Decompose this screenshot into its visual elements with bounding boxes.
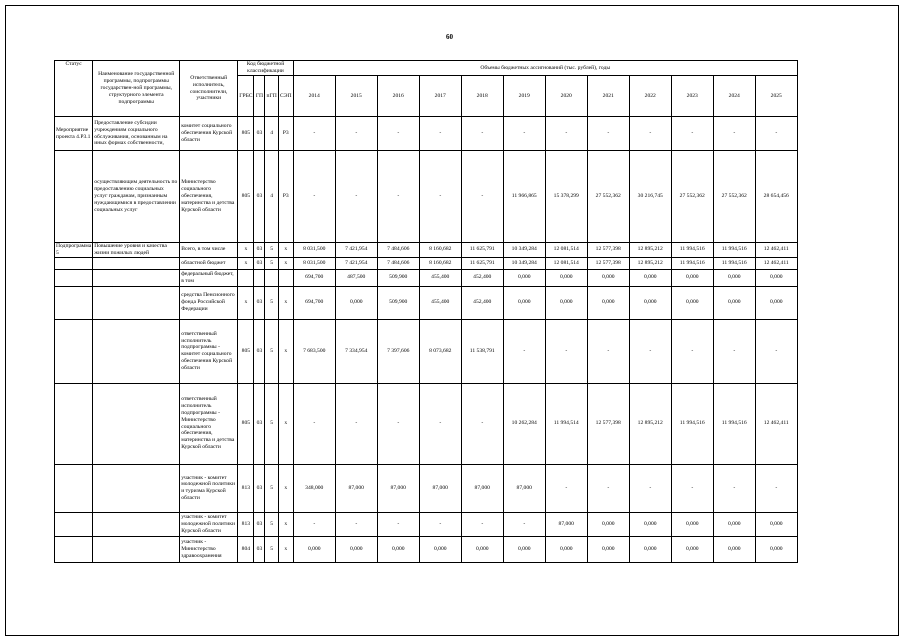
code-cell: 4 [265, 151, 278, 243]
value-cell: - [335, 151, 377, 243]
status-cell [55, 257, 93, 269]
header-year: 2021 [587, 76, 629, 117]
status-cell [55, 464, 93, 512]
value-cell: 0,000 [461, 536, 503, 562]
value-cell: 0,000 [545, 269, 587, 286]
name-cell [93, 286, 180, 319]
value-cell: 15 378,299 [545, 151, 587, 243]
code-cell: х [278, 257, 293, 269]
value-cell: 0,000 [419, 536, 461, 562]
header-year: 2014 [293, 76, 335, 117]
code-cell: 03 [254, 319, 265, 383]
code-cell: 813 [238, 464, 254, 512]
value-cell: 0,000 [587, 286, 629, 319]
table-row [55, 383, 798, 464]
value-cell: 0,000 [713, 269, 755, 286]
value-cell: 452,400 [461, 269, 503, 286]
value-cell: 8 031,500 [293, 257, 335, 269]
value-cell: - [503, 512, 545, 536]
value-cell: 11 994,516 [671, 383, 713, 464]
value-cell: 11 994,516 [713, 257, 755, 269]
name-cell: осуществляющим деятельность по предоставлению социальных услуг гражданам, признанным нуждающимися в предоставлении социальных услуг [93, 151, 180, 243]
value-cell: - [629, 464, 671, 512]
value-cell: 0,000 [377, 536, 419, 562]
code-cell: 805 [238, 117, 254, 151]
value-cell: 0,000 [629, 536, 671, 562]
value-cell: - [545, 319, 587, 383]
header-executor: Ответственный исполнитель, соисполнители, участники [180, 61, 238, 117]
status-cell [55, 319, 93, 383]
table-row [55, 243, 798, 258]
value-cell: 12 577,398 [587, 383, 629, 464]
value-cell: 11 994,516 [671, 257, 713, 269]
value-cell: 87,000 [377, 464, 419, 512]
code-cell: х [278, 319, 293, 383]
value-cell: 87,000 [419, 464, 461, 512]
value-cell: - [755, 464, 797, 512]
value-cell: 0,000 [755, 269, 797, 286]
header-code: ГРБС [238, 76, 254, 117]
executor-cell: ответственный исполнитель подпрограммы - комитет социального обеспечения Курской области [180, 319, 238, 383]
header-name: Наименование государственной программы, подпрограммы государствен-ной программы, структурного элемента подпрограммы [93, 61, 180, 117]
status-cell [55, 512, 93, 536]
status-cell: Мероприятие проекта 4.Р3.1 [55, 117, 93, 151]
executor-cell: комитет социального обеспечения Курской области [180, 117, 238, 151]
table-row [55, 286, 798, 319]
value-cell: 12 462,411 [755, 383, 797, 464]
code-cell: х [238, 243, 254, 258]
value-cell: 0,000 [755, 286, 797, 319]
header-year: 2020 [545, 76, 587, 117]
value-cell: 8 160,682 [419, 243, 461, 258]
value-cell: 452,400 [461, 286, 503, 319]
executor-cell: участник - Министерство здравоохранения [180, 536, 238, 562]
header-status: Статус [55, 61, 93, 117]
code-cell: 5 [265, 512, 278, 536]
table-row [55, 151, 798, 243]
name-cell [93, 383, 180, 464]
value-cell: 0,000 [587, 536, 629, 562]
code-cell: Р3 [278, 117, 293, 151]
value-cell: 0,000 [503, 536, 545, 562]
value-cell: - [335, 117, 377, 151]
value-cell: 12 081,514 [545, 257, 587, 269]
value-cell: - [293, 117, 335, 151]
value-cell: 30 216,745 [629, 151, 671, 243]
value-cell: 11 538,791 [461, 319, 503, 383]
value-cell: 0,000 [671, 286, 713, 319]
executor-cell: участник - комитет молодежной политики и туризма Курской области [180, 464, 238, 512]
code-cell: 03 [254, 117, 265, 151]
value-cell: 7 421,954 [335, 257, 377, 269]
code-cell: 5 [265, 257, 278, 269]
value-cell: 0,000 [629, 286, 671, 319]
name-cell [93, 512, 180, 536]
value-cell: 12 462,411 [755, 243, 797, 258]
value-cell: 12 895,212 [629, 257, 671, 269]
value-cell: - [545, 464, 587, 512]
value-cell: 0,000 [713, 536, 755, 562]
value-cell: 10 349,284 [503, 243, 545, 258]
value-cell: - [587, 464, 629, 512]
value-cell: 0,000 [629, 512, 671, 536]
value-cell: 27 552,362 [671, 151, 713, 243]
header-year: 2018 [461, 76, 503, 117]
header-year: 2022 [629, 76, 671, 117]
value-cell: - [293, 151, 335, 243]
code-cell: х [278, 464, 293, 512]
code-cell: 03 [254, 464, 265, 512]
header-year: 2024 [713, 76, 755, 117]
value-cell: - [545, 117, 587, 151]
value-cell: - [503, 319, 545, 383]
value-cell: - [713, 117, 755, 151]
code-cell: 03 [254, 286, 265, 319]
value-cell: 27 552,362 [587, 151, 629, 243]
value-cell: 12 462,411 [755, 257, 797, 269]
code-cell: х [238, 257, 254, 269]
header-year: 2017 [419, 76, 461, 117]
value-cell: - [713, 464, 755, 512]
table-row [55, 117, 798, 151]
code-cell: х [278, 286, 293, 319]
value-cell: - [419, 151, 461, 243]
code-cell: х [278, 536, 293, 562]
value-cell: 87,000 [545, 512, 587, 536]
value-cell: 7 334,954 [335, 319, 377, 383]
code-cell: 03 [254, 151, 265, 243]
value-cell: - [335, 383, 377, 464]
executor-cell: ответственный исполнитель подпрограммы - Министерство социального обеспечения, материнства и детства Курской области [180, 383, 238, 464]
header-year: 2019 [503, 76, 545, 117]
value-cell: 7 397,606 [377, 319, 419, 383]
value-cell: 87,000 [503, 464, 545, 512]
code-cell: 5 [265, 286, 278, 319]
value-cell: - [755, 117, 797, 151]
name-cell [93, 464, 180, 512]
code-cell [238, 269, 254, 286]
name-cell [93, 319, 180, 383]
value-cell: - [293, 512, 335, 536]
value-cell: - [629, 319, 671, 383]
value-cell: - [587, 117, 629, 151]
code-cell: 805 [238, 319, 254, 383]
table-row [55, 257, 798, 269]
value-cell: 7 484,606 [377, 257, 419, 269]
name-cell [93, 269, 180, 286]
header-volumes: Объемы бюджетных ассигнований (тыс. рублей), годы [293, 61, 797, 76]
value-cell: - [419, 117, 461, 151]
value-cell: - [503, 117, 545, 151]
value-cell: - [671, 117, 713, 151]
executor-cell: Министерство социального обеспечения, материнства и детства Курской области [180, 151, 238, 243]
name-cell [93, 257, 180, 269]
executor-cell: участник - комитет молодежной политики Курской области [180, 512, 238, 536]
value-cell: 12 895,212 [629, 383, 671, 464]
code-cell: 5 [265, 319, 278, 383]
value-cell: 509,900 [377, 269, 419, 286]
code-cell: 03 [254, 243, 265, 258]
value-cell: 11 994,516 [713, 383, 755, 464]
value-cell: 10 262,284 [503, 383, 545, 464]
name-cell [93, 536, 180, 562]
value-cell: 11 625,791 [461, 243, 503, 258]
value-cell: 0,000 [713, 512, 755, 536]
value-cell: - [461, 383, 503, 464]
value-cell: 11 625,791 [461, 257, 503, 269]
value-cell: 0,000 [335, 536, 377, 562]
value-cell: - [755, 319, 797, 383]
table-row [55, 269, 798, 286]
value-cell: - [587, 319, 629, 383]
value-cell: 0,000 [293, 536, 335, 562]
name-cell: Повышение уровня и качества жизни пожилых людей [93, 243, 180, 258]
value-cell: - [461, 512, 503, 536]
code-cell: х [278, 383, 293, 464]
status-cell: Подпрограмма 5 [56, 243, 92, 256]
value-cell: 0,000 [503, 269, 545, 286]
value-cell: - [293, 383, 335, 464]
value-cell: 0,000 [671, 269, 713, 286]
code-cell: х [238, 286, 254, 319]
value-cell: - [671, 319, 713, 383]
code-cell: 804 [238, 536, 254, 562]
value-cell: - [377, 117, 419, 151]
value-cell: 0,000 [671, 512, 713, 536]
value-cell: 0,000 [545, 536, 587, 562]
header-budget-code: Код бюджетной классификации [238, 61, 294, 76]
value-cell: 348,000 [293, 464, 335, 512]
code-cell: 03 [254, 512, 265, 536]
value-cell: 509,900 [377, 286, 419, 319]
value-cell: 12 081,514 [545, 243, 587, 258]
code-cell: 5 [265, 536, 278, 562]
value-cell: 7 421,954 [335, 243, 377, 258]
value-cell: 8 031,500 [293, 243, 335, 258]
header-year: 2016 [377, 76, 419, 117]
value-cell: 27 552,362 [713, 151, 755, 243]
name-cell: Предоставление субсидии учреждениям социального обслуживания, основанным на иных формах собственности, [93, 117, 180, 151]
value-cell: - [377, 383, 419, 464]
header-code: ГП [254, 76, 265, 117]
code-cell [265, 269, 278, 286]
value-cell: - [377, 512, 419, 536]
value-cell: 0,000 [587, 512, 629, 536]
executor-cell: федеральный бюджет, в том [180, 269, 238, 286]
budget-table [54, 60, 798, 563]
value-cell: 0,000 [503, 286, 545, 319]
value-cell: 28 654,456 [755, 151, 797, 243]
value-cell: 0,000 [755, 536, 797, 562]
header-code: СЭП [278, 76, 293, 117]
value-cell: 0,000 [629, 269, 671, 286]
code-cell [254, 269, 265, 286]
code-cell: 4 [265, 117, 278, 151]
code-cell [278, 269, 293, 286]
table-row [55, 319, 798, 383]
value-cell: - [629, 117, 671, 151]
value-cell: 694,700 [293, 286, 335, 319]
value-cell: - [335, 512, 377, 536]
status-cell [55, 286, 93, 319]
header-year: 2015 [335, 76, 377, 117]
value-cell: - [461, 117, 503, 151]
status-cell [55, 151, 93, 243]
value-cell: - [671, 464, 713, 512]
value-cell: 12 577,398 [587, 257, 629, 269]
code-cell: х [278, 512, 293, 536]
value-cell: 0,000 [335, 286, 377, 319]
executor-cell: областной бюджет [180, 257, 238, 269]
status-cell [55, 536, 93, 562]
code-cell: 5 [265, 383, 278, 464]
table-row [55, 536, 798, 562]
executor-cell: средства Пенсионного фонда Российской Федерации [180, 286, 238, 319]
value-cell: 487,500 [335, 269, 377, 286]
code-cell: Р3 [278, 151, 293, 243]
header-year: 2025 [755, 76, 797, 117]
code-cell: 03 [254, 257, 265, 269]
value-cell: 12 895,212 [629, 243, 671, 258]
value-cell: 694,700 [293, 269, 335, 286]
value-cell: 87,000 [461, 464, 503, 512]
code-cell: 805 [238, 383, 254, 464]
code-cell: 5 [265, 243, 278, 258]
value-cell: 0,000 [755, 512, 797, 536]
code-cell: 03 [254, 383, 265, 464]
value-cell: 455,400 [419, 286, 461, 319]
code-cell: 805 [238, 151, 254, 243]
code-cell: 03 [254, 536, 265, 562]
table-row [55, 464, 798, 512]
value-cell: - [461, 151, 503, 243]
value-cell: - [377, 151, 419, 243]
value-cell: 7 484,606 [377, 243, 419, 258]
value-cell: 0,000 [713, 286, 755, 319]
value-cell: 0,000 [587, 269, 629, 286]
value-cell: 0,000 [545, 286, 587, 319]
page-number: 60 [446, 33, 453, 41]
value-cell: 455,400 [419, 269, 461, 286]
value-cell: 11 966,865 [503, 151, 545, 243]
value-cell: - [419, 383, 461, 464]
value-cell: 10 349,284 [503, 257, 545, 269]
value-cell: 8 073,682 [419, 319, 461, 383]
value-cell: 8 160,682 [419, 257, 461, 269]
executor-cell: Всего, в том числе [180, 243, 238, 258]
code-cell: х [278, 243, 293, 258]
value-cell: 11 994,516 [671, 243, 713, 258]
value-cell: 87,000 [335, 464, 377, 512]
table-row [55, 512, 798, 536]
status-cell [55, 383, 93, 464]
status-cell [55, 269, 93, 286]
value-cell: 12 577,398 [587, 243, 629, 258]
value-cell: - [713, 319, 755, 383]
header-year: 2023 [671, 76, 713, 117]
value-cell: - [419, 512, 461, 536]
header-code: пГП [265, 76, 278, 117]
code-cell: 813 [238, 512, 254, 536]
value-cell: 0,000 [671, 536, 713, 562]
value-cell: 7 683,500 [293, 319, 335, 383]
code-cell: 5 [265, 464, 278, 512]
value-cell: 11 994,514 [545, 383, 587, 464]
value-cell: 11 994,516 [713, 243, 755, 258]
